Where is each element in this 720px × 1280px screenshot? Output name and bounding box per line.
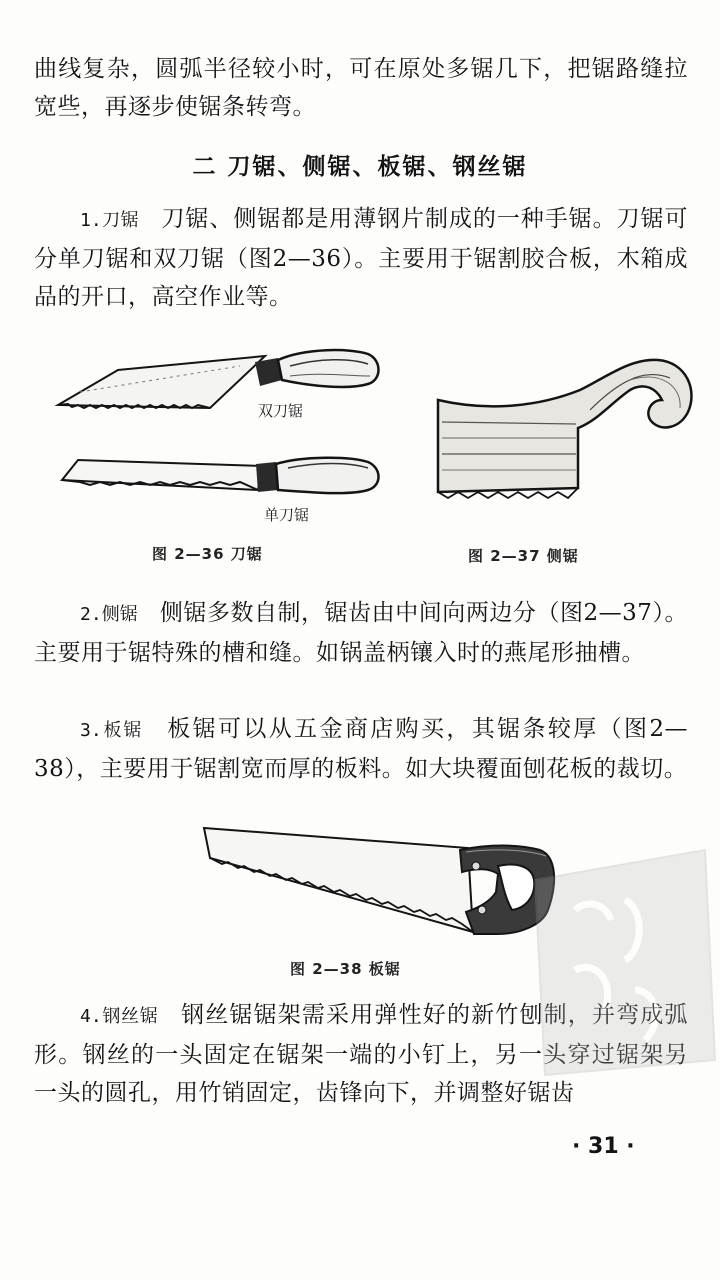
section-lead: 1.刀锯 — [80, 210, 140, 231]
section-text: 刀锯、侧锯都是用薄钢片制成的一种手锯。刀锯可分单刀锯和双刀锯（图2—36）。主要用于锯割胶合板，木箱成品的开口，高空作业等。 — [34, 206, 688, 310]
section-lead: 2.侧锯 — [80, 604, 138, 625]
section-knife-saw — [34, 200, 688, 316]
section-text: 板锯可以从五金商店购买，其锯条较厚（图2—38），主要用于锯割宽而厚的板料。如大块覆面刨花板的裁切。 — [34, 716, 688, 782]
section-panel-saw — [34, 710, 688, 788]
figure-side-saw — [430, 350, 700, 530]
label-double-knife-saw: 双刀锯 — [258, 402, 304, 420]
section-heading: 二 刀锯、侧锯、板锯、钢丝锯 — [192, 154, 528, 180]
caption-figure-2-36: 图 2—36 刀锯 — [152, 545, 263, 563]
page-number: · 31 · — [572, 1134, 635, 1159]
section-lead: 4.钢丝锯 — [80, 1006, 159, 1027]
section-text: 侧锯多数自制，锯齿由中间向两边分（图2—37）。主要用于锯特殊的槽和缝。如锅盖柄镶入时的燕尾形抽槽。 — [34, 600, 688, 666]
label-single-knife-saw: 单刀锯 — [264, 506, 310, 524]
single-knife-saw-drawing — [62, 458, 379, 493]
intro-text: 曲线复杂，圆弧半径较小时，可在原处多锯几下，把锯路缝拉宽些，再逐步使锯条转弯。 — [34, 56, 688, 120]
caption-figure-2-37: 图 2—37 侧锯 — [468, 547, 579, 565]
intro-paragraph — [34, 50, 688, 126]
figure-panel-saw — [198, 822, 568, 952]
section-side-saw — [34, 594, 688, 672]
library-stamp — [515, 840, 720, 1080]
side-saw-drawing — [438, 360, 691, 498]
figure-knife-saws — [50, 340, 390, 530]
caption-figure-2-38: 图 2—38 板锯 — [290, 960, 401, 978]
double-knife-saw-drawing — [58, 350, 379, 408]
section-lead: 3.板锯 — [80, 720, 144, 741]
section-text: 钢丝锯锯架需采用弹性好的新竹刨制，并弯成弧形。钢丝的一头固定在锯架一端的小钉上，另一头穿过锯架另一头的圆孔，用竹销固定，齿锋向下，并调整好锯齿 — [34, 1002, 688, 1106]
panel-saw-drawing — [204, 828, 554, 934]
